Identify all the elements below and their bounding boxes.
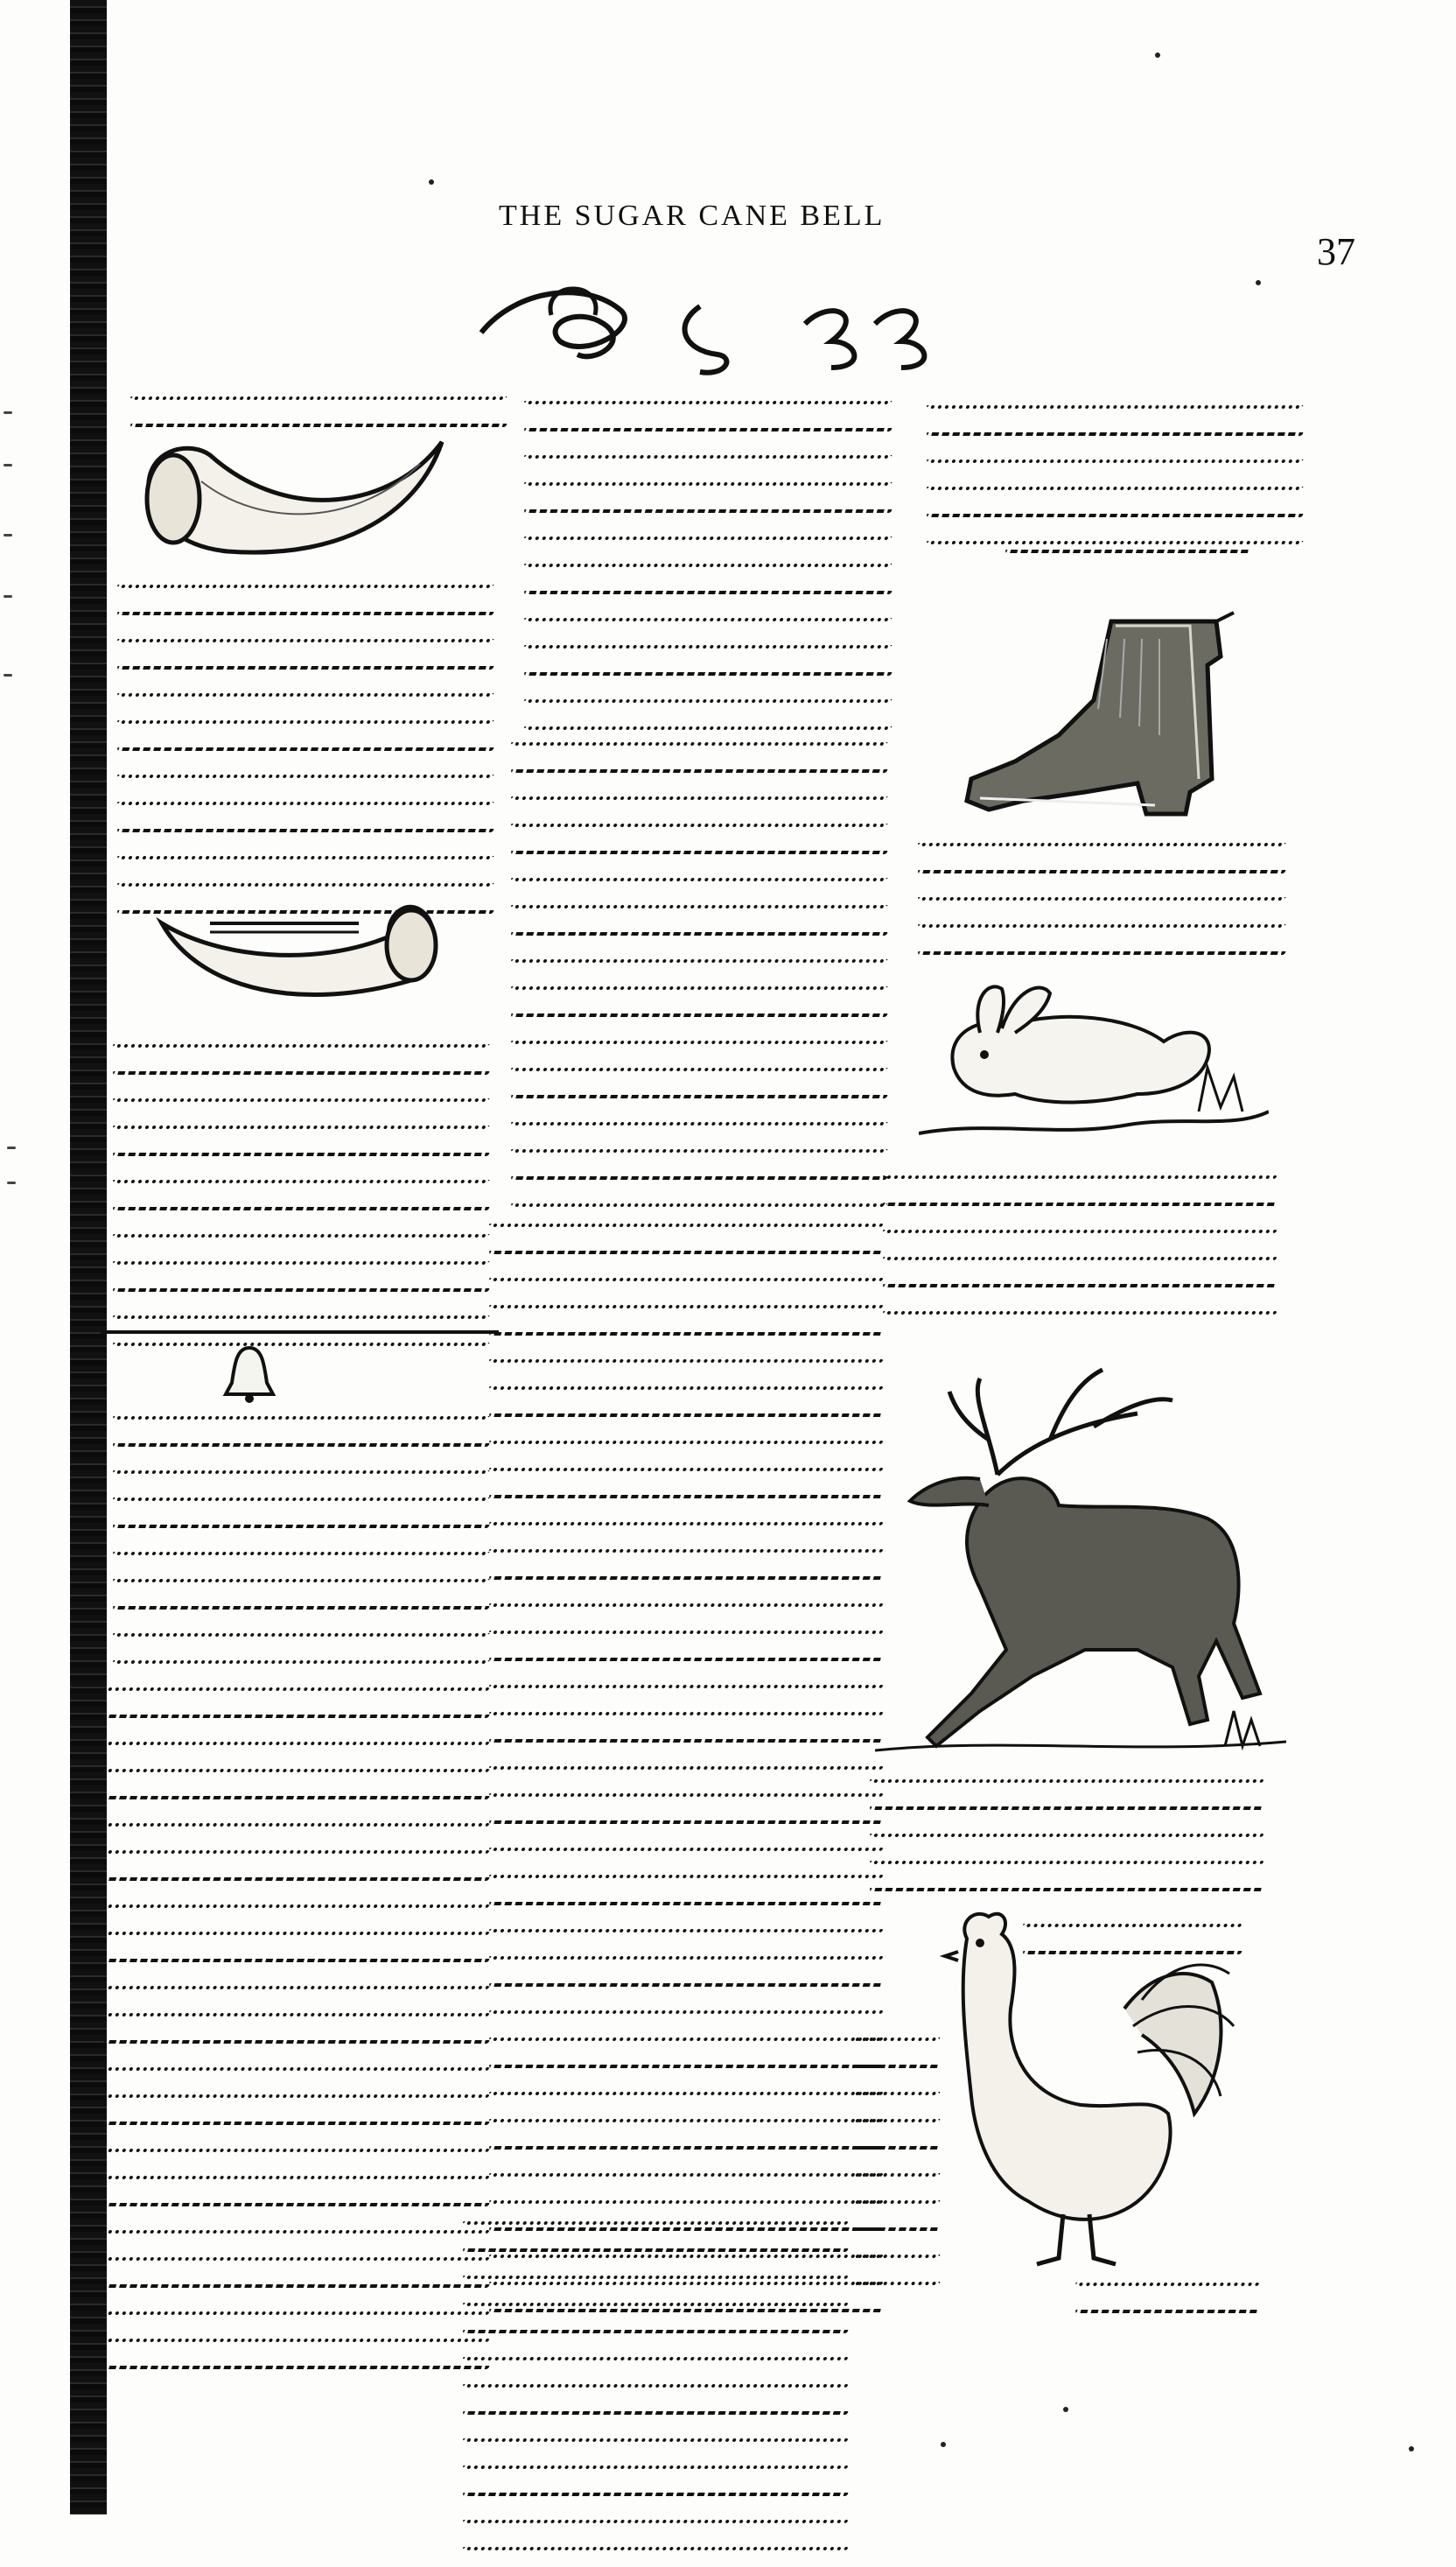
speck xyxy=(1409,2446,1414,2451)
margin-marks xyxy=(0,411,26,849)
text-block xyxy=(871,1772,1264,1908)
page-header: THE SUGAR CANE BELL xyxy=(499,200,886,232)
page-number: 37 xyxy=(1317,230,1355,273)
rabbit-icon xyxy=(919,963,1269,1151)
text-block xyxy=(928,398,1304,561)
speck xyxy=(941,2442,946,2447)
text-block xyxy=(1006,543,1251,570)
horn-icon xyxy=(149,897,455,1028)
text-block xyxy=(512,735,888,1224)
text-block xyxy=(525,394,892,747)
text-block xyxy=(853,2030,941,2302)
text-block xyxy=(884,1168,1278,1331)
speck xyxy=(429,179,434,185)
text-block xyxy=(490,1217,884,2329)
speck xyxy=(1256,280,1261,285)
speck xyxy=(1155,53,1160,58)
deer-icon xyxy=(875,1361,1286,1764)
rooster-icon xyxy=(906,1904,1238,2271)
text-block xyxy=(118,578,494,930)
book-spine-shadow xyxy=(70,0,107,2514)
text-block xyxy=(114,1409,490,1680)
speck xyxy=(1063,2407,1068,2412)
text-block xyxy=(919,836,1286,971)
text-block xyxy=(114,1037,490,1363)
script-heading xyxy=(464,271,954,394)
boot-icon xyxy=(954,604,1251,823)
bell-icon xyxy=(219,1343,280,1405)
text-block xyxy=(1076,2276,1260,2330)
text-block xyxy=(105,1680,490,2386)
horn-icon xyxy=(131,429,455,578)
